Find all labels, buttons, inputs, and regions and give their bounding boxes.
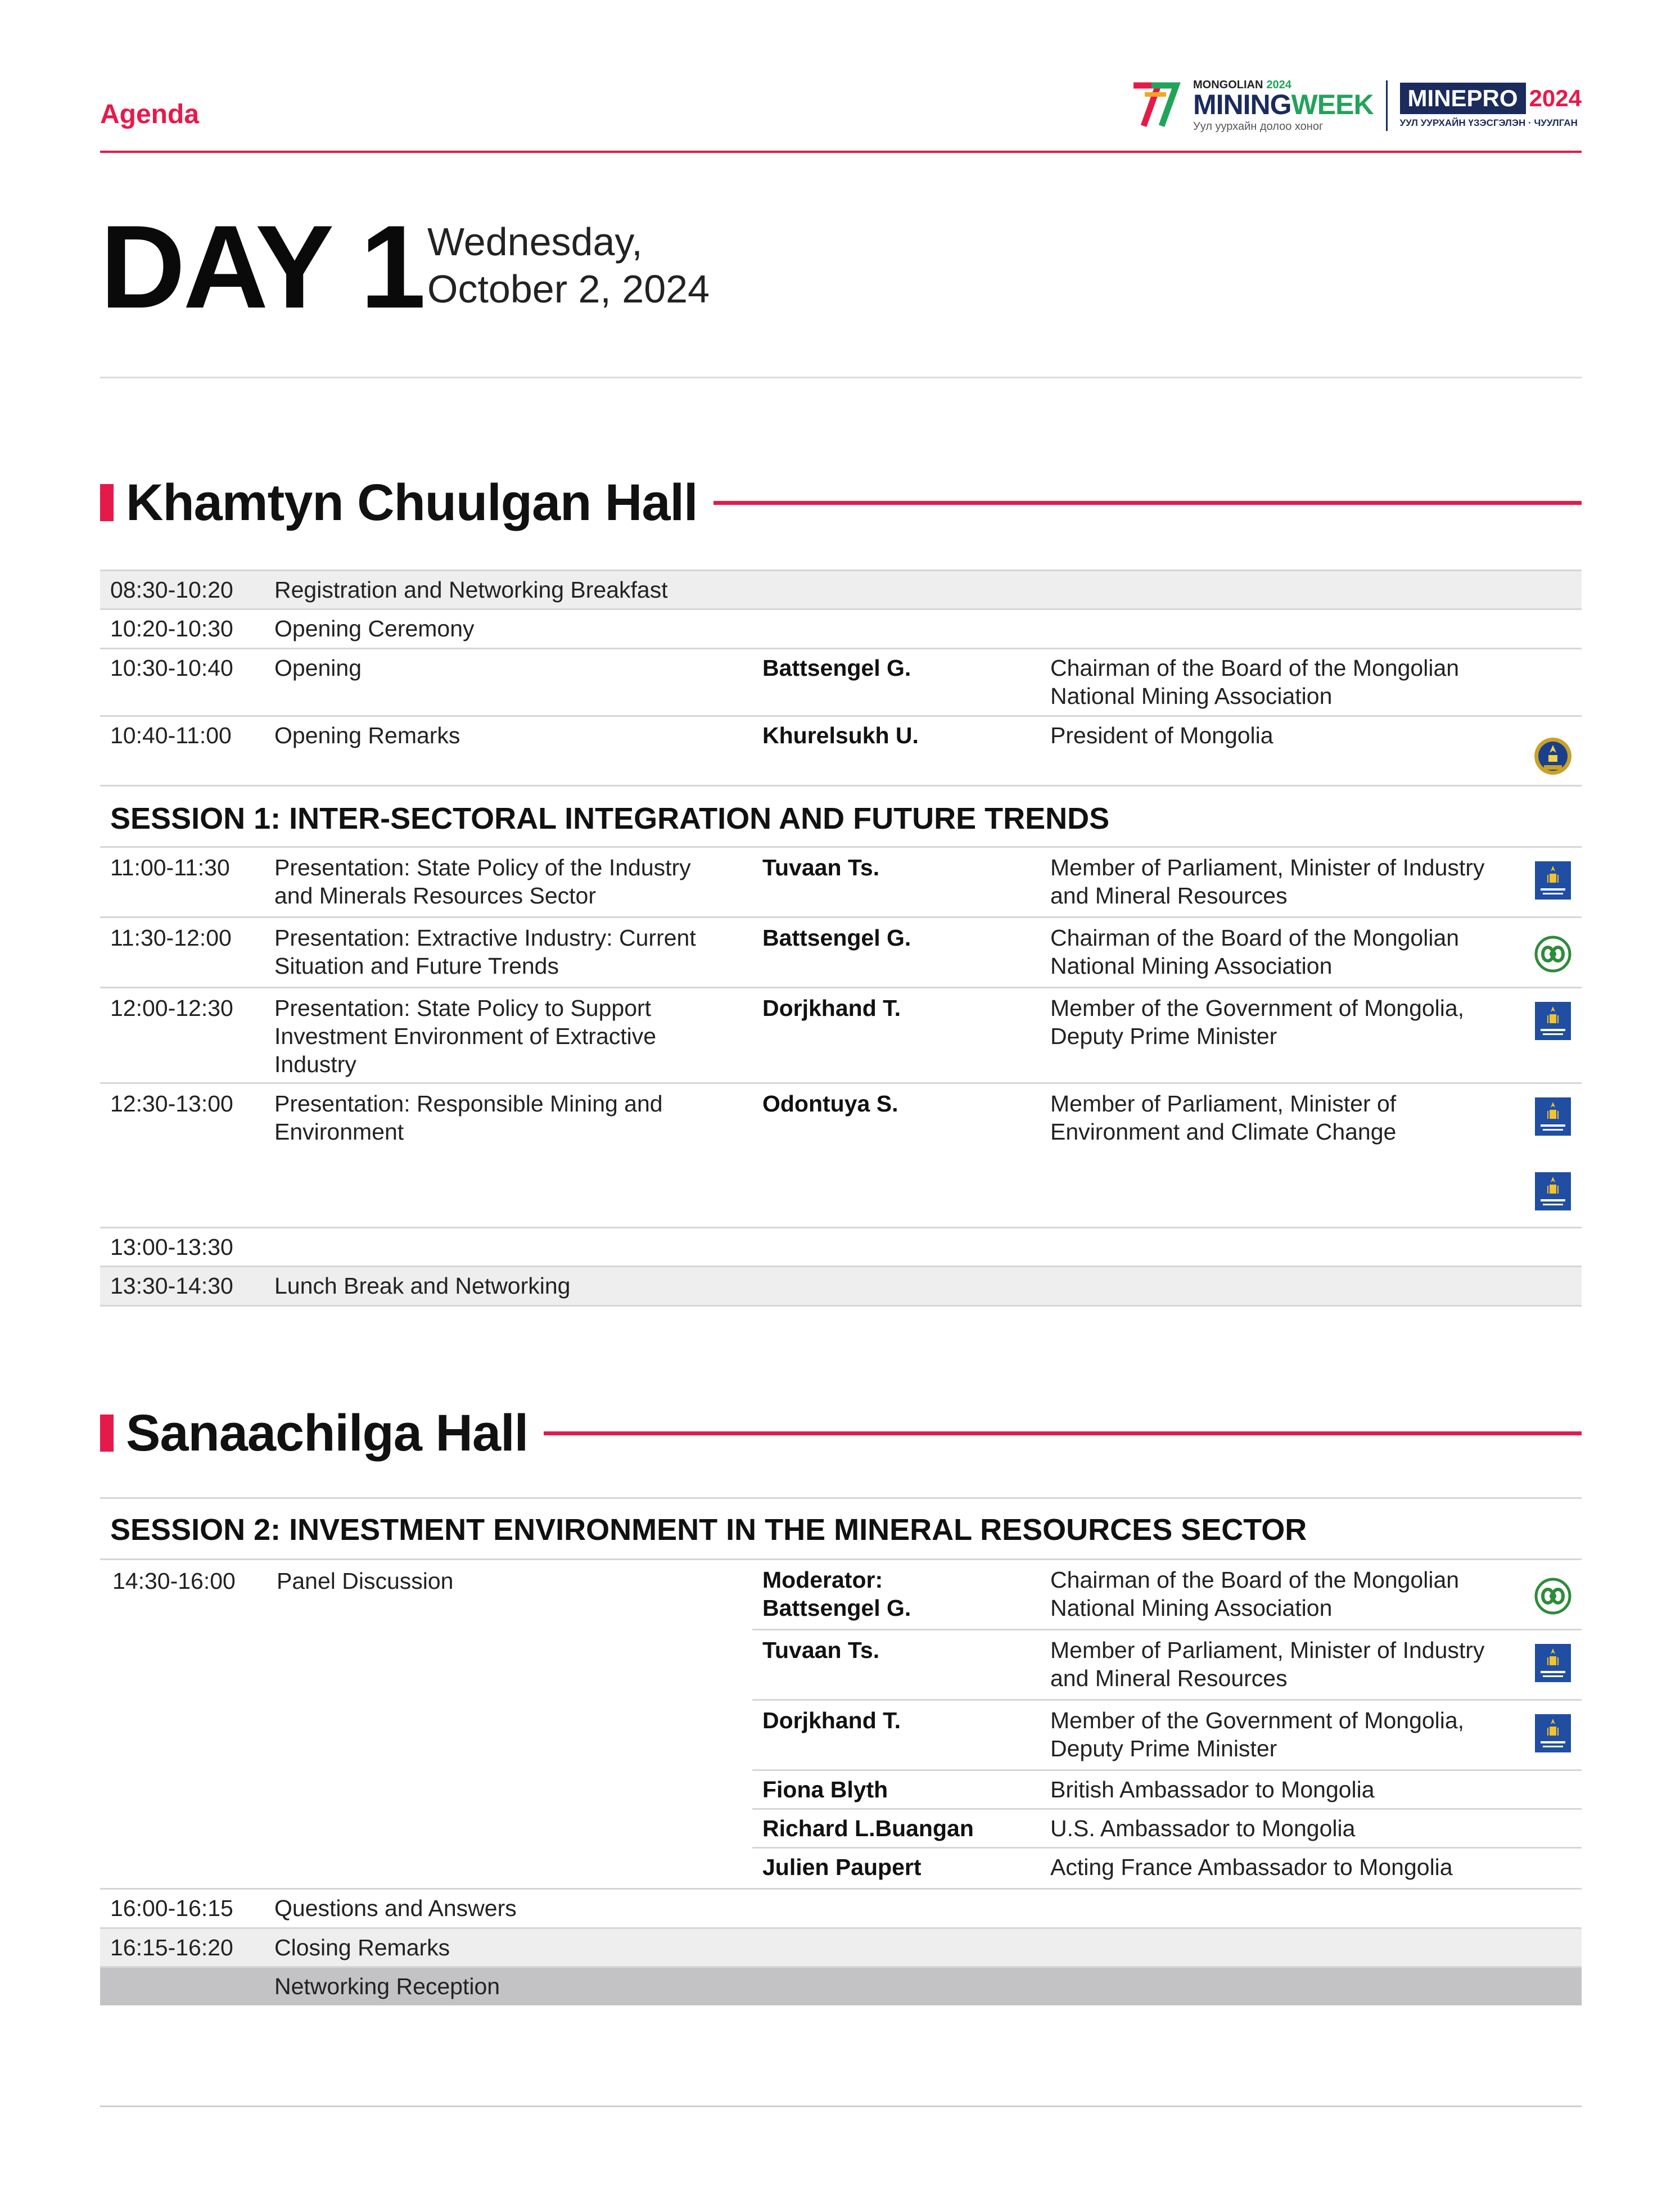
table-row: [100, 1929, 1582, 1968]
logo-divider: [1386, 80, 1388, 131]
row-title: Opening Ceremony: [274, 616, 475, 641]
row-time: 16:00-16:15: [110, 1895, 233, 1921]
table-row: [100, 1267, 1582, 1307]
mining-week-logo-icon: [1129, 78, 1185, 134]
panel-speaker-role: Chairman of the Board of the Mongolian National Mining Association: [1050, 1567, 1460, 1621]
session-2-title: SESSION 2: INVESTMENT ENVIRONMENT IN THE MINERAL RESOURCES SECTOR: [110, 1513, 1307, 1547]
panel-speaker-row: [752, 1810, 1582, 1849]
row-title: Presentation: Responsible Mining and Environment: [274, 1091, 663, 1145]
hall-marker: [100, 1415, 114, 1452]
government-emblem-icon: [1533, 1643, 1573, 1683]
mining-week-wordmark: [1193, 79, 1374, 132]
panel-speaker: Dorjkhand T.: [762, 1707, 901, 1733]
government-emblem-icon: [1533, 1001, 1573, 1041]
panel-speaker-row: [752, 1701, 1582, 1771]
row-role: Chairman of the Board of the Mongolian National Mining Association: [1050, 925, 1460, 979]
table-row: [100, 1968, 1582, 2005]
row-role: Member of the Government of Mongolia, Deputy Prime Minister: [1050, 995, 1465, 1049]
row-title: Opening Remarks: [274, 722, 460, 748]
panel-speaker-row: [752, 1849, 1582, 1886]
row-time: 10:20-10:30: [110, 616, 233, 641]
hall-title: Sanaachilga Hall: [126, 1404, 529, 1462]
mining-week-small: MONGOLIAN: [1193, 79, 1263, 91]
minepro-subtitle: УУЛ УУРХАЙН ҮЗЭСГЭЛЭН · ЧУУЛГАН: [1399, 118, 1578, 128]
row-time: 08:30-10:20: [110, 577, 233, 603]
mining-week-subtitle: Уул уурхайн долоо хоног: [1193, 120, 1324, 133]
row-role: Member of Parliament, Minister of Industry and Mineral Resources: [1050, 855, 1485, 909]
row-title: Presentation: Extractive Industry: Current Situation and Future Trends: [274, 925, 696, 979]
minepro-year: 2024: [1529, 85, 1582, 111]
row-role: Member of Parliament, Minister of Environment and Climate Change: [1050, 1091, 1397, 1145]
row-title: Presentation: State Policy to Support Investment Environment of Extractive Industry: [274, 995, 657, 1077]
row-time: 12:00-12:30: [110, 995, 233, 1021]
hall-heading-2: [100, 1404, 1582, 1462]
mining-word: MINING: [1193, 89, 1291, 120]
panel-speaker-role: U.S. Ambassador to Mongolia: [1050, 1815, 1356, 1841]
hall-heading-1: [100, 474, 1582, 531]
row-title: Lunch Break and Networking: [274, 1273, 571, 1299]
panel-time: 14:30-16:00: [112, 1568, 236, 1594]
session-2-top-rule: [100, 1497, 1582, 1499]
panel-speaker-row: [752, 1560, 1582, 1630]
mining-week-year: 2024: [1266, 79, 1291, 91]
table-row: [100, 571, 1582, 610]
table-row: [100, 918, 1582, 988]
row-speaker: Battsengel G.: [762, 925, 911, 951]
table-row: [100, 1084, 1582, 1228]
mining-association-icon: [1533, 1576, 1573, 1616]
panel-speaker: Richard L.Buangan: [762, 1815, 974, 1841]
hall-marker: [100, 484, 114, 521]
mining-week-big: [1193, 91, 1374, 119]
row-role: President of Mongolia: [1050, 722, 1273, 748]
row-speaker: Tuvaan Ts.: [762, 855, 880, 880]
hall-rule: [544, 1431, 1582, 1435]
government-emblem-icon: [1533, 1171, 1573, 1212]
footer-rule: [100, 2105, 1582, 2107]
hall-rule: [713, 501, 1582, 505]
panel-speaker: Tuvaan Ts.: [762, 1637, 880, 1663]
panel-block: [100, 1560, 1582, 1890]
table-row: [100, 649, 1582, 717]
panel-speaker-role: Member of the Government of Mongolia, Deputy Prime Minister: [1050, 1707, 1465, 1761]
minepro-name: MINEPRO: [1400, 83, 1526, 114]
moderator-name: Battsengel G.: [762, 1595, 911, 1621]
header-divider: [100, 151, 1582, 153]
agenda-label: Agenda: [100, 100, 200, 129]
row-time: 11:30-12:00: [110, 925, 232, 951]
row-speaker: Battsengel G.: [762, 655, 911, 681]
presidential-seal-icon: [1533, 736, 1573, 776]
panel-speaker: [762, 1566, 911, 1622]
row-speaker: Khurelsukh U.: [762, 722, 919, 748]
row-time: 13:30-14:30: [110, 1273, 233, 1299]
session-1-title: SESSION 1: INTER-SECTORAL INTEGRATION AND FUTURE TRENDS: [110, 802, 1110, 835]
moderator-label: Moderator:: [762, 1567, 883, 1593]
panel-speaker-role: Member of Parliament, Minister of Industry and Mineral Resources: [1050, 1637, 1485, 1691]
row-speaker: Dorjkhand T.: [762, 995, 901, 1021]
row-title: Registration and Networking Breakfast: [274, 577, 668, 603]
row-speaker: Odontuya S.: [762, 1091, 898, 1117]
mining-association-icon: [1533, 934, 1573, 974]
panel-title: Panel Discussion: [277, 1568, 454, 1594]
event-logos: [1129, 78, 1582, 134]
row-time: 11:00-11:30: [110, 855, 230, 880]
row-time: 10:30-10:40: [110, 655, 233, 681]
row-time: 10:40-11:00: [110, 722, 232, 748]
panel-speaker-row: [752, 1771, 1582, 1810]
day-title: DAY 1: [100, 201, 424, 333]
government-emblem-icon: [1533, 860, 1573, 901]
day-weekday: Wednesday,: [427, 220, 643, 264]
government-emblem-icon: [1533, 1096, 1573, 1137]
panel-speaker: Fiona Blyth: [762, 1777, 888, 1802]
week-word: WEEK: [1291, 89, 1374, 120]
row-title: Questions and Answers: [274, 1895, 517, 1921]
table-row: [100, 1890, 1582, 1929]
table-row: [100, 610, 1582, 649]
row-title: Closing Remarks: [274, 1935, 450, 1960]
row-title: Presentation: State Policy of the Industry and Minerals Resources Sector: [274, 855, 691, 909]
row-time: 12:30-13:00: [110, 1091, 233, 1117]
day-full-date: October 2, 2024: [427, 267, 710, 311]
row-title: Networking Reception: [274, 1973, 500, 1999]
table-row: [100, 1228, 1582, 1267]
day-divider: [100, 377, 1582, 378]
table-row: [100, 988, 1582, 1084]
panel-speaker: Julien Paupert: [762, 1854, 922, 1880]
table-row: [100, 717, 1582, 787]
row-title: Opening: [274, 655, 362, 681]
panel-speaker-role: Acting France Ambassador to Mongolia: [1050, 1854, 1453, 1880]
panel-speaker-row: [752, 1630, 1582, 1701]
panel-speaker-role: British Ambassador to Mongolia: [1050, 1777, 1375, 1802]
day-date: [427, 218, 710, 313]
row-time: 16:15-16:20: [110, 1935, 233, 1960]
row-time: 13:00-13:30: [110, 1234, 233, 1260]
government-emblem-icon: [1533, 1713, 1573, 1754]
row-role: Chairman of the Board of the Mongolian National Mining Association: [1050, 655, 1460, 709]
minepro-logo: [1400, 83, 1582, 129]
table-row: [100, 848, 1582, 918]
hall-title: Khamtyn Chuulgan Hall: [126, 474, 698, 531]
